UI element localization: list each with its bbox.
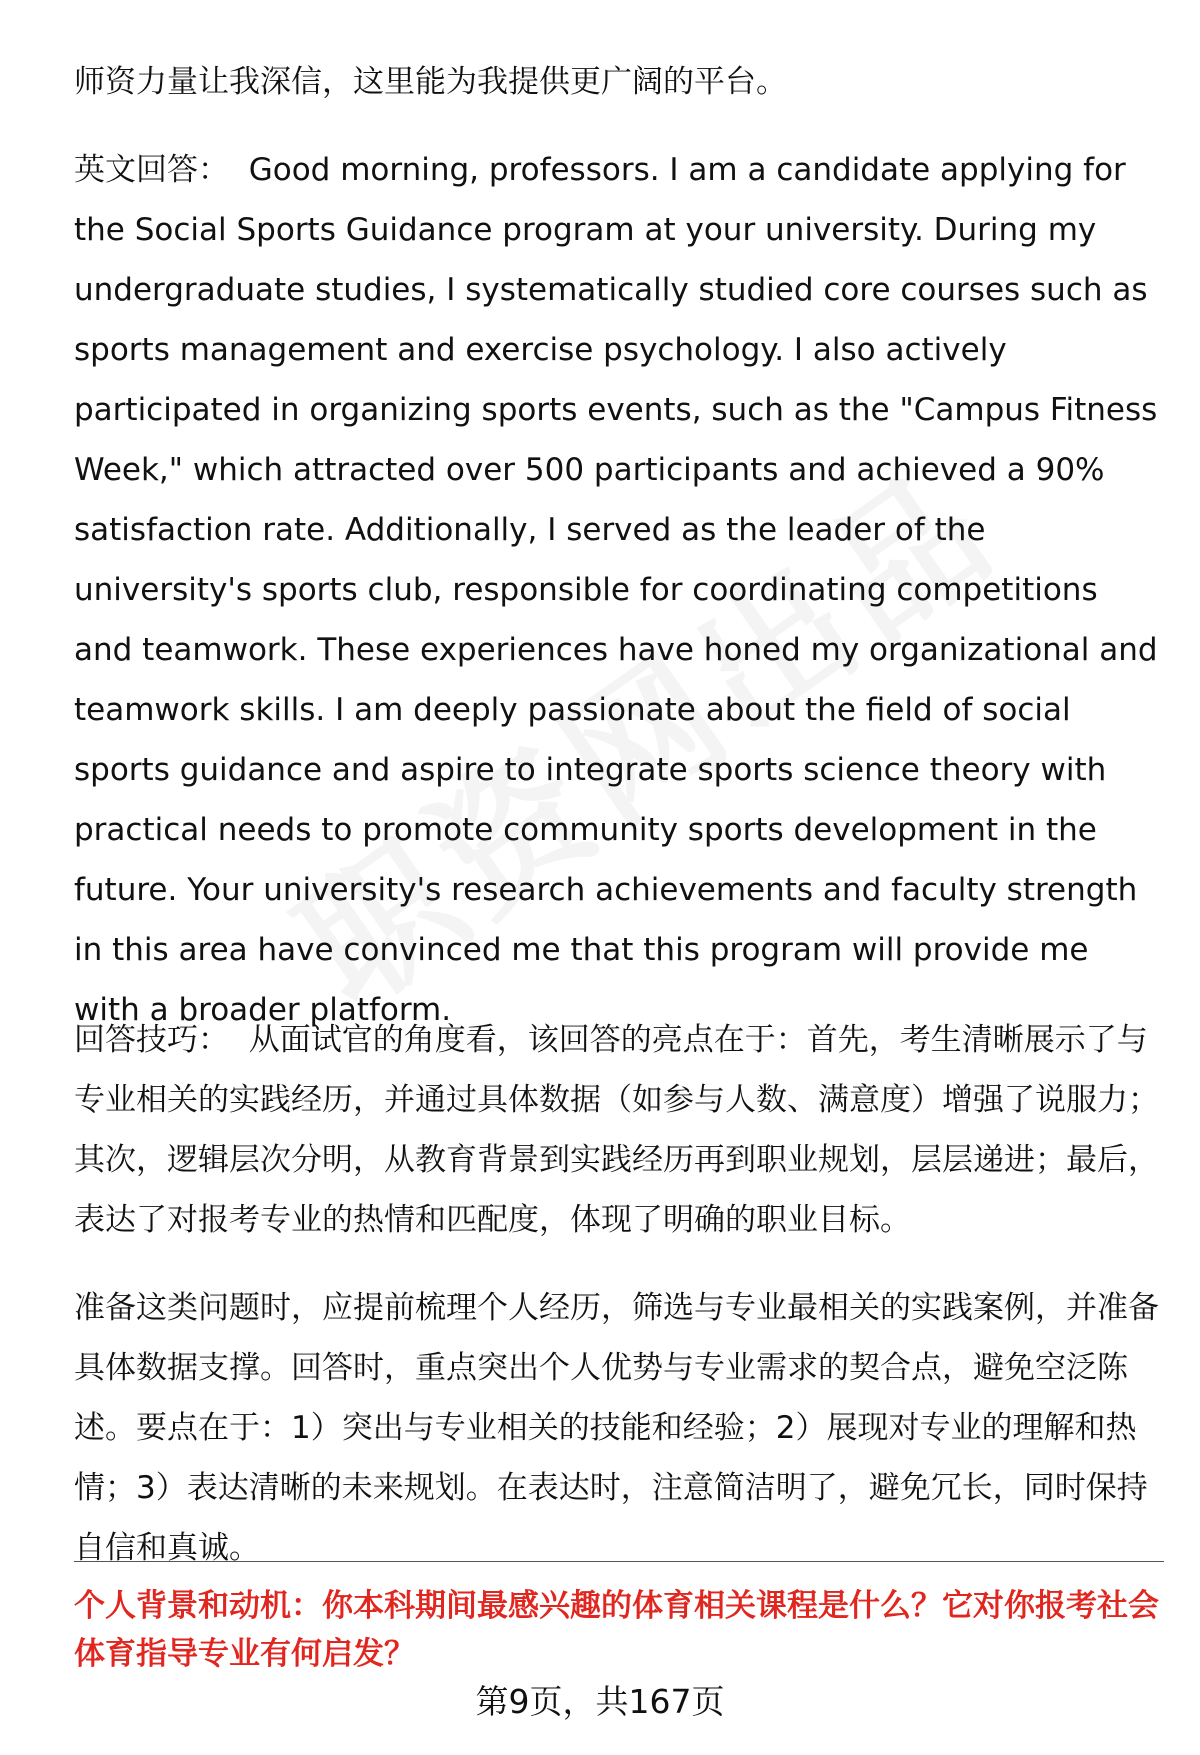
answer-tips-paragraph [74,1010,1164,1250]
answer-tips-text: 从面试官的角度看，该回答的亮点在于：首先，考生清晰展示了与专业相关的实践经历，并通过具体数据（如参与人数、满意度）增强了说服力；其次，逻辑层次分明，从教育背景到实践经历再到职业规划，层层递进；最后，表达了对报考专业的热情和匹配度，体现了明确的职业目标。 [74,1022,1159,1238]
answer-tips-label: 回答技巧： [74,1022,229,1058]
preparation-text: 准备这类问题时，应提前梳理个人经历，筛选与专业最相关的实践案例，并准备具体数据支撑。回答时，重点突出个人优势与专业需求的契合点，避免空泛陈述。要点在于：1）突出与专业相关的技能和经验；2）展现对专业的理解和热情；3）表达清晰的未来规划。在表达时，注意简洁明了，避免冗长，同时保持自信和真诚。 [74,1290,1159,1566]
english-answer-paragraph [74,140,1164,1040]
intro-tail-paragraph [74,52,1164,112]
intro-tail-text: 师资力量让我深信，这里能为我提供更广阔的平台。 [74,64,787,100]
english-answer-label: 英文回答： [74,152,229,188]
section-divider [74,1561,1164,1562]
english-answer-text: Good morning, professors. I am a candidate applying for the Social Sports Guidance program at your university. During my undergraduate studies, I systematically studied core courses such as sports management and exercise psychology. I also actively participated in organizing sports events, such as the "Campus Fitness Week," which attracted over 500 participants and achieved a 90% satisfaction rate. Additionally, I served as the leader of the university's sports club, responsible for coordinating competitions and teamwork. These experiences have honed my organizational and teamwork skills. I am deeply passionate about the field of social sports guidance and aspire to integrate sports science theory with practical needs to promote community sports development in the future. Your university's research achievements and faculty strength in this area have convinced me that this program will provide me with a broader platform. [74,152,1158,1028]
preparation-paragraph [74,1278,1164,1578]
next-question-heading: 个人背景和动机：你本科期间最感兴趣的体育相关课程是什么？它对你报考社会体育指导专业有何启发？ [74,1588,1159,1672]
page-indicator: 第9页，共167页 [475,1682,725,1721]
